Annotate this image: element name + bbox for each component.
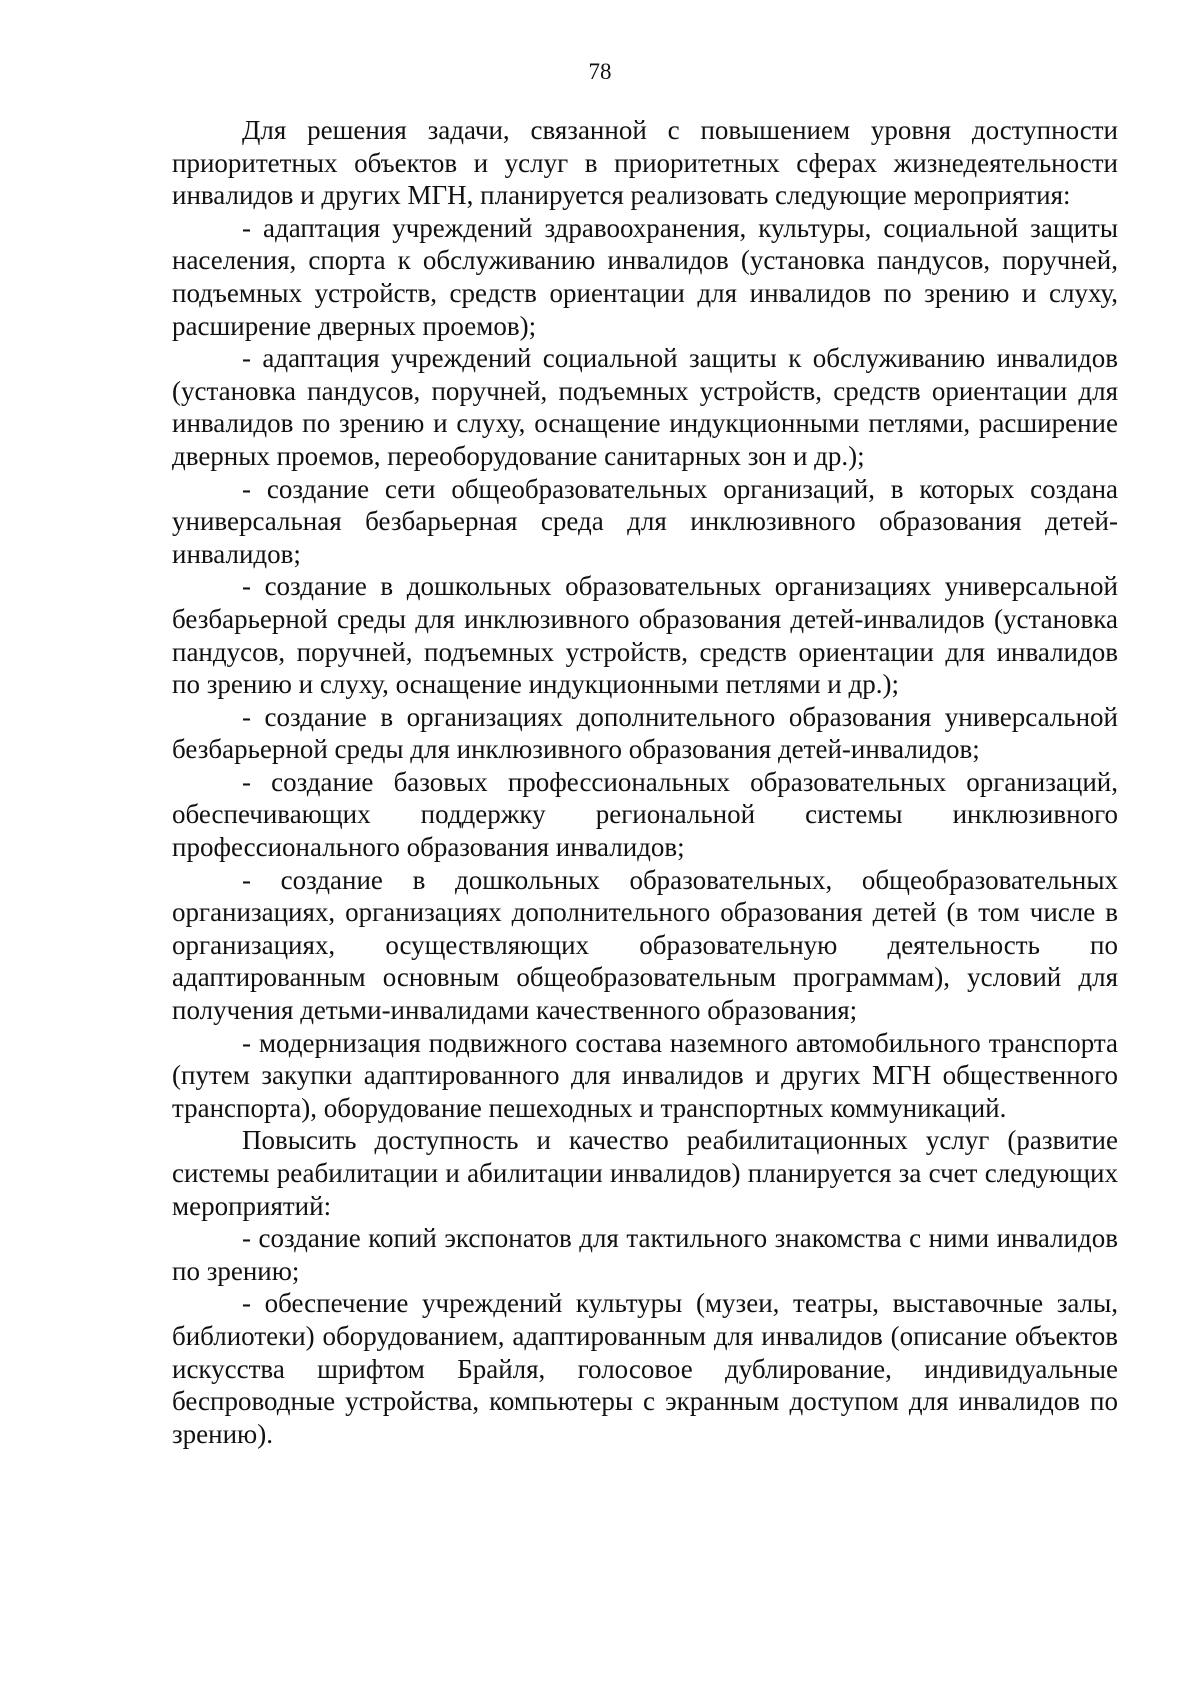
list-item: - создание в дошкольных образовательных, общеобразовательных организациях, организациях дополнительного образования детей (в том числе в организациях, осуществляющих образовательную деятельность по адаптированным основным общеобразовательным программам), условий для получения детьми-инвалидами качественного образования; <box>172 864 1118 1026</box>
list-item: - модернизация подвижного состава наземного автомобильного транспорта (путем закупки адаптированного для инвалидов и других МГН общественного транспорта), оборудование пешеходных и транспортных коммуникаций. <box>172 1027 1118 1123</box>
list-item: - адаптация учреждений социальной защиты к обслуживанию инвалидов (установка пандусов, поручней, подъемных устройств, средств ориентации для инвалидов по зрению и слуху, оснащение индукционными петлями, расширение дверных проемов, переоборудование санитарных зон и др.); <box>172 343 1118 471</box>
document-body <box>172 114 1118 1450</box>
intro-paragraph: Для решения задачи, связанной с повышением уровня доступности приоритетных объектов и услуг в приоритетных сферах жизнедеятельности инвалидов и других МГН, планируется реализовать следующие мероприятия: <box>172 115 1118 211</box>
list-item: - создание в дошкольных образовательных организациях универсальной безбарьерной среды для инклюзивного образования детей-инвалидов (установка пандусов, поручней, подъемных устройств, средств ориентации для инвалидов по зрению и слуху, оснащение индукционными петлями и др.); <box>172 571 1118 700</box>
list-item: - создание сети общеобразовательных организаций, в которых создана универсальная безбарьерная среда для инклюзивного образования детей-инвалидов; <box>172 473 1118 569</box>
list-item: - адаптация учреждений здравоохранения, культуры, социальной защиты населения, спорта к обслуживанию инвалидов (установка пандусов, поручней, подъемных устройств, средств ориентации для инвалидов по зрению и слуху, расширение дверных проемов); <box>172 212 1118 341</box>
page-number: 78 <box>588 59 612 84</box>
list-item: - создание копий экспонатов для тактильного знакомства с ними инвалидов по зрению; <box>172 1223 1118 1286</box>
list-item: - создание в организациях дополнительного образования универсальной безбарьерной среды для инклюзивного образования детей-инвалидов; <box>172 701 1118 765</box>
list-item: - обеспечение учреждений культуры (музеи, театры, выставочные залы, библиотеки) оборудованием, адаптированным для инвалидов (описание объектов искусства шрифтом Брайля, голосовое дублирование, индивидуальные беспроводные устройства, компьютеры с экранным доступом для инвалидов по зрению). <box>172 1288 1118 1449</box>
rehabilitation-paragraph: Повысить доступность и качество реабилитационных услуг (развитие системы реабилитации и абилитации инвалидов) планируется за счет следующих мероприятий: <box>172 1125 1118 1221</box>
list-item: - создание базовых профессиональных образовательных организаций, обеспечивающих поддержку региональной системы инклюзивного профессионального образования инвалидов; <box>172 766 1118 863</box>
